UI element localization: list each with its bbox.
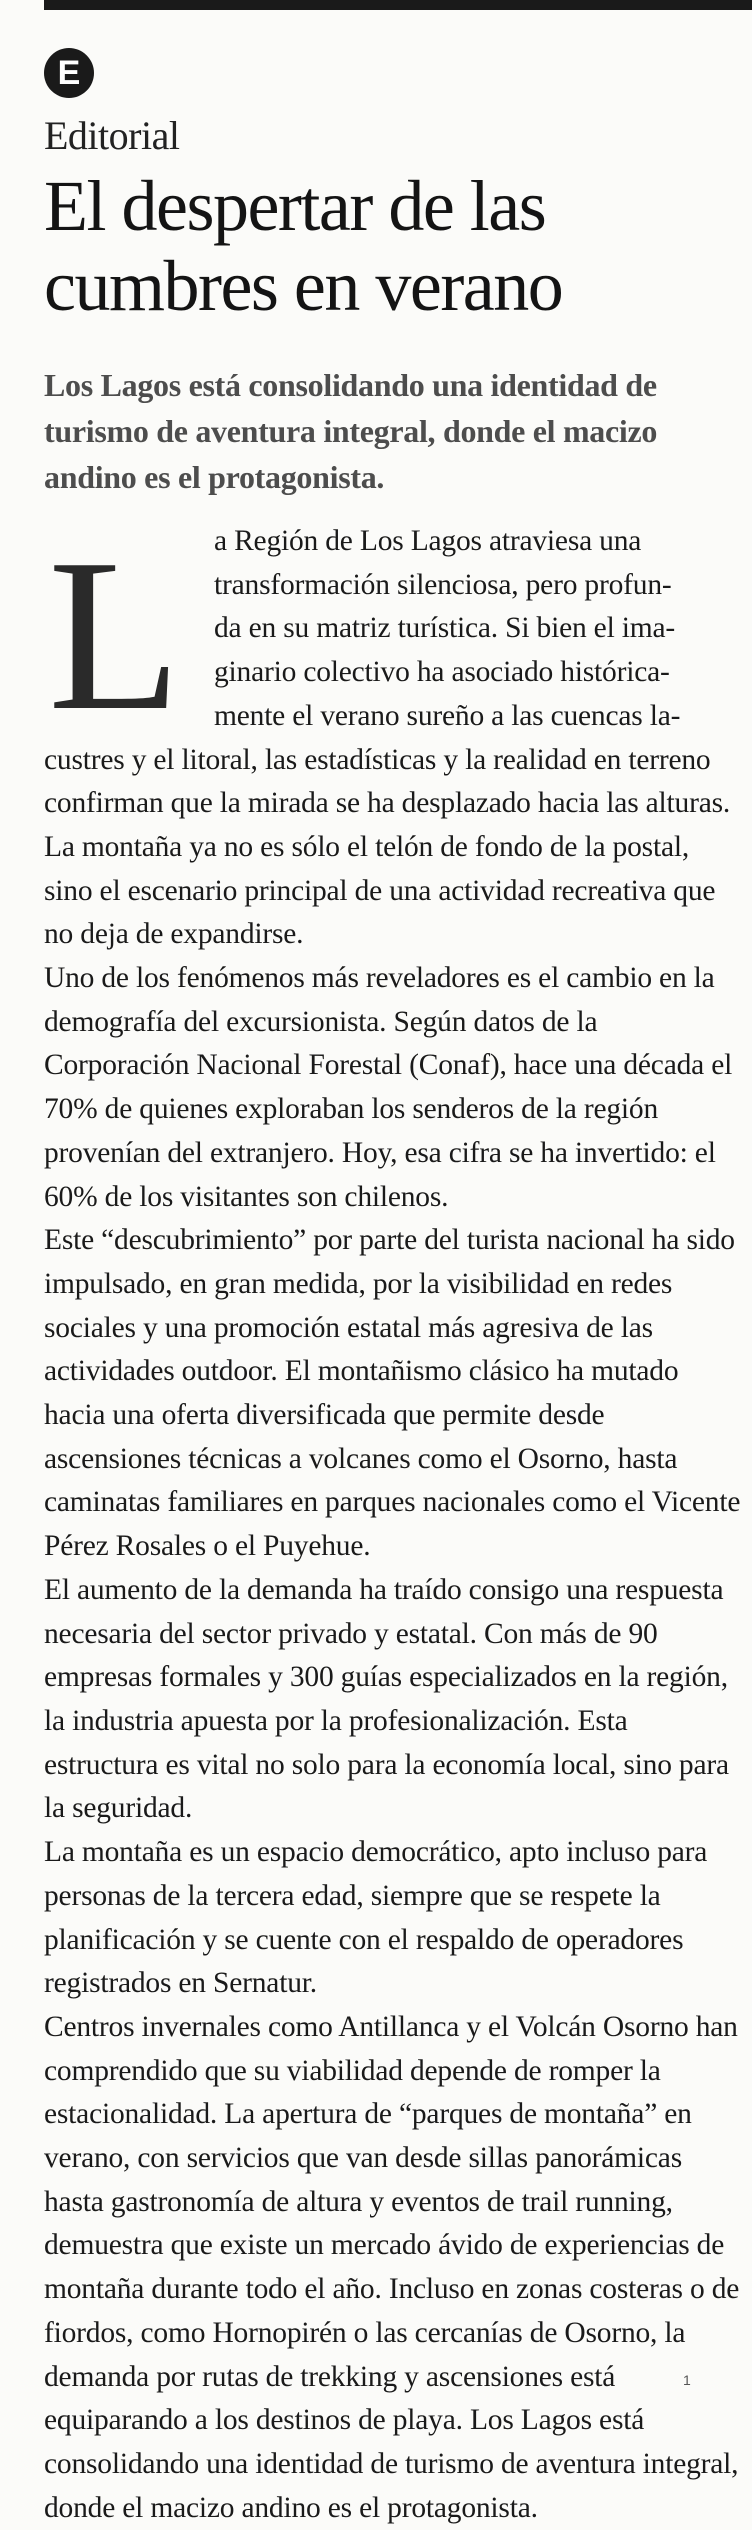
body-line: a Región de Los Lagos atraviesa una bbox=[214, 525, 642, 557]
body-line: mente el verano sureño a las cuencas la- bbox=[214, 699, 681, 732]
paragraph-1-continued: custres y el litoral, las estadísticas y la realidad en terreno confirman que la mirada se ha desplazado hacia las alturas. La montaña ya no es sólo el telón de fondo de la postal, sino el escenario principal de una actividad recreativa que no deja de expandirse. bbox=[44, 743, 731, 951]
top-rule bbox=[44, 0, 752, 10]
editorial-badge bbox=[44, 48, 94, 98]
page-mark: 1 bbox=[683, 2372, 691, 2388]
badge-letter: E bbox=[57, 54, 81, 92]
drop-cap-lines bbox=[214, 520, 744, 739]
subhead: Los Lagos está consolidando una identidad de turismo de aventura integral, donde el macizo andino es el protagonista. bbox=[44, 367, 658, 495]
paragraph-2: Uno de los fenómenos más reveladores es el cambio en la demografía del excursionista. Según datos de la Corporación Nacional Forestal (Conaf), hace una década el 70% de quienes exploraban los senderos de la región provenían del extranjero. Hoy, esa cifra se ha invertido: el 60% de los visitantes son chilenos. bbox=[44, 962, 733, 1213]
headline: El despertar de las cumbres en verano bbox=[44, 166, 563, 326]
body-line: transformación silenciosa, pero profun- bbox=[214, 568, 672, 601]
drop-cap: L bbox=[48, 515, 182, 756]
paragraph-3: Este “descubrimiento” por parte del turista nacional ha sido impulsado, en gran medida, por la visibilidad en redes sociales y una promoción estatal más agresiva de las actividades outdoor. El montañismo clásico ha mutado hacia una oferta diversificada que permite desde ascensiones técnicas a volcanes como el Osorno, hasta caminatas familiares en parques nacionales como el Vicente Pérez Rosales o el Puyehue. bbox=[44, 1224, 741, 1563]
paragraph-4: El aumento de la demanda ha traído consigo una respuesta necesaria del sector privado y estatal. Con más de 90 empresas formales y 300 guías especializados en la región, la industria apuesta por la profesionalización. Esta estructura es vital no solo para la economía local, sino para la seguridad. bbox=[44, 1573, 729, 1825]
section-label: Editorial bbox=[44, 113, 180, 158]
paragraph-5: La montaña es un espacio democrático, apto incluso para personas de la tercera edad, siempre que se respete la planificación y se cuente con el respaldo de operadores registrados en Sernatur. bbox=[44, 1836, 708, 2000]
paragraph-6: Centros invernales como Antillanca y el Volcán Osorno han comprendido que su viabilidad depende de romper la estacionalidad. La apertura de “parques de montaña” en verano, con servicios que van desde sillas panorámicas hasta gastronomía de altura y eventos de trail running, demuestra que existe un mercado ávido de experiencias de montaña durante todo el año. Incluso en zonas costeras o de fiordos, como Hornopirén o las cercanías de Osorno, la demanda por rutas de trekking y ascensiones está equiparando a los destinos de playa. Los Lagos está consolidando una identidad de turismo de aventura integral, donde el macizo andino es el protagonista. bbox=[44, 2010, 740, 2524]
body-line: da en su matriz turística. Si bien el ima- bbox=[214, 612, 676, 645]
article-body bbox=[44, 515, 744, 2530]
body-line: ginario colectivo ha asociado histórica- bbox=[214, 656, 670, 689]
